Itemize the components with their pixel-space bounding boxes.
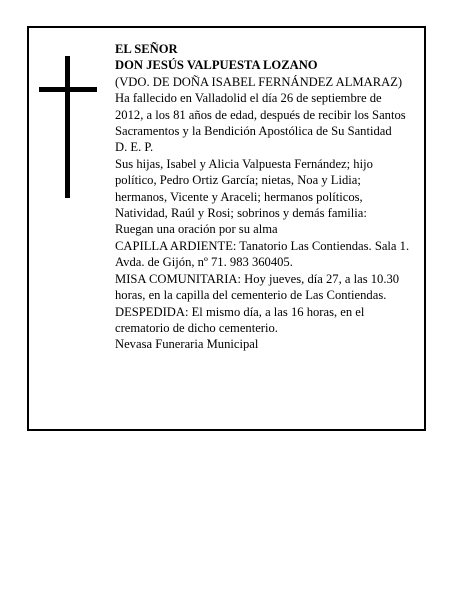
farewell-info: DESPEDIDA: El mismo día, a las 16 horas, en el crematorio de dicho cementerio. [115, 304, 365, 335]
widower-of: (VDO. DE DOÑA ISABEL FERNÁNDEZ ALMARAZ) [115, 74, 403, 89]
cross-horizontal-bar [39, 87, 97, 92]
deceased-name: DON JESÚS VALPUESTA LOZANO [115, 58, 318, 73]
chapel-info: CAPILLA ARDIENTE: Tanatorio Las Contiendas. Sala 1. Avda. de Gijón, nº 71. 983 360405. [115, 238, 410, 270]
prayer-request: Ruegan una oración por su alma [115, 222, 278, 237]
death-details: Ha fallecido en Valladolid el día 26 de septiembre de 2012, a los 81 años de edad, después de recibir los Santos Sacramentos y la Bendición Apostólica de Su Santidad [115, 91, 406, 139]
family-list: Sus hijas, Isabel y Alicia Valpuesta Fernández; hijo político, Pedro Ortiz García; nietas, Noa y Lidia; hermanos, Vicente y Araceli; hermanos políticos, Natividad, Raúl y Rosi; sobrinos y demás familia: [115, 156, 373, 221]
cross-icon [39, 56, 97, 198]
mass-info: MISA COMUNITARIA: Hoy jueves, día 27, a las 10.30 horas, en la capilla del cementerio de Las Contiendas. [115, 271, 400, 303]
notice-title: EL SEÑOR [115, 42, 178, 56]
cross-vertical-bar [65, 56, 70, 198]
notice-text [115, 41, 411, 353]
obituary-notice [27, 26, 426, 431]
funeral-home: Nevasa Funeraria Municipal [115, 337, 259, 352]
rip-text: D. E. P. [115, 140, 154, 155]
